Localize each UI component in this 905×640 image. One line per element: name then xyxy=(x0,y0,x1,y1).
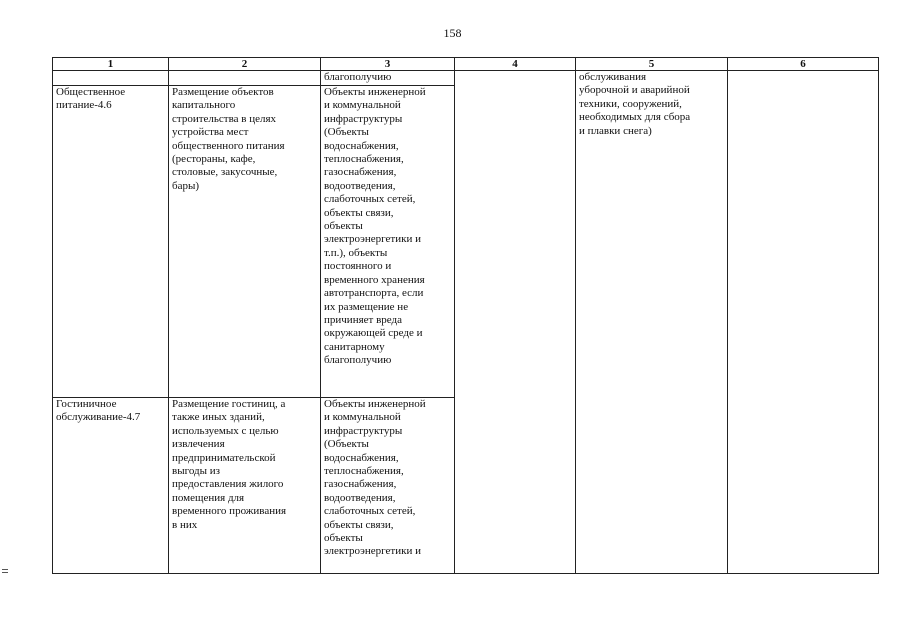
column-header-4: 4 xyxy=(455,58,576,71)
cell-col5-merged: обслуживания уборочной и аварийной техники, сооружений, необходимых для сбора и плавки снега) xyxy=(576,71,728,574)
zoning-table xyxy=(52,57,879,574)
column-header-3: 3 xyxy=(321,58,455,71)
cell-use-type: Общественное питание-4.6 xyxy=(53,86,169,398)
cell-cont-col3: благополучию xyxy=(321,71,455,86)
cell-cont-col1 xyxy=(53,71,169,86)
cell-use-description: Размещение объектов капитального строительства в целях устройства мест общественного питания (рестораны, кафе, столовые, закусочные, бары) xyxy=(169,86,321,398)
table-header-row xyxy=(53,58,879,71)
scan-margin-mark xyxy=(2,569,8,576)
cell-auxiliary-uses: Объекты инженерной и коммунальной инфраструктуры (Объекты водоснабжения, теплоснабжения, газоснабжения, водоотведения, слаботочных сетей, объекты связи, объекты электроэнергетики и т.п.), объекты постоянного и временного хранения автотранспорта, если их размещение не причиняет вреда окружающей среде и санитарному благополучию xyxy=(321,86,455,398)
cell-cont-col2 xyxy=(169,71,321,86)
column-header-1: 1 xyxy=(53,58,169,71)
cell-use-description: Размещение гостиниц, а также иных зданий, используемых с целью извлечения предпринимательской выгоды из предоставления жилого помещения для временного проживания в них xyxy=(169,398,321,574)
cell-auxiliary-uses: Объекты инженерной и коммунальной инфраструктуры (Объекты водоснабжения, теплоснабжения, газоснабжения, водоотведения, слаботочных сетей, объекты связи, объекты электроэнергетики и xyxy=(321,398,455,574)
column-header-5: 5 xyxy=(576,58,728,71)
column-header-6: 6 xyxy=(728,58,879,71)
column-header-2: 2 xyxy=(169,58,321,71)
cell-col6-merged xyxy=(728,71,879,574)
cell-col4-merged xyxy=(455,71,576,574)
table-row-continuation xyxy=(53,71,879,86)
cell-use-type: Гостиничное обслуживание-4.7 xyxy=(53,398,169,574)
page-number: 158 xyxy=(443,26,462,40)
